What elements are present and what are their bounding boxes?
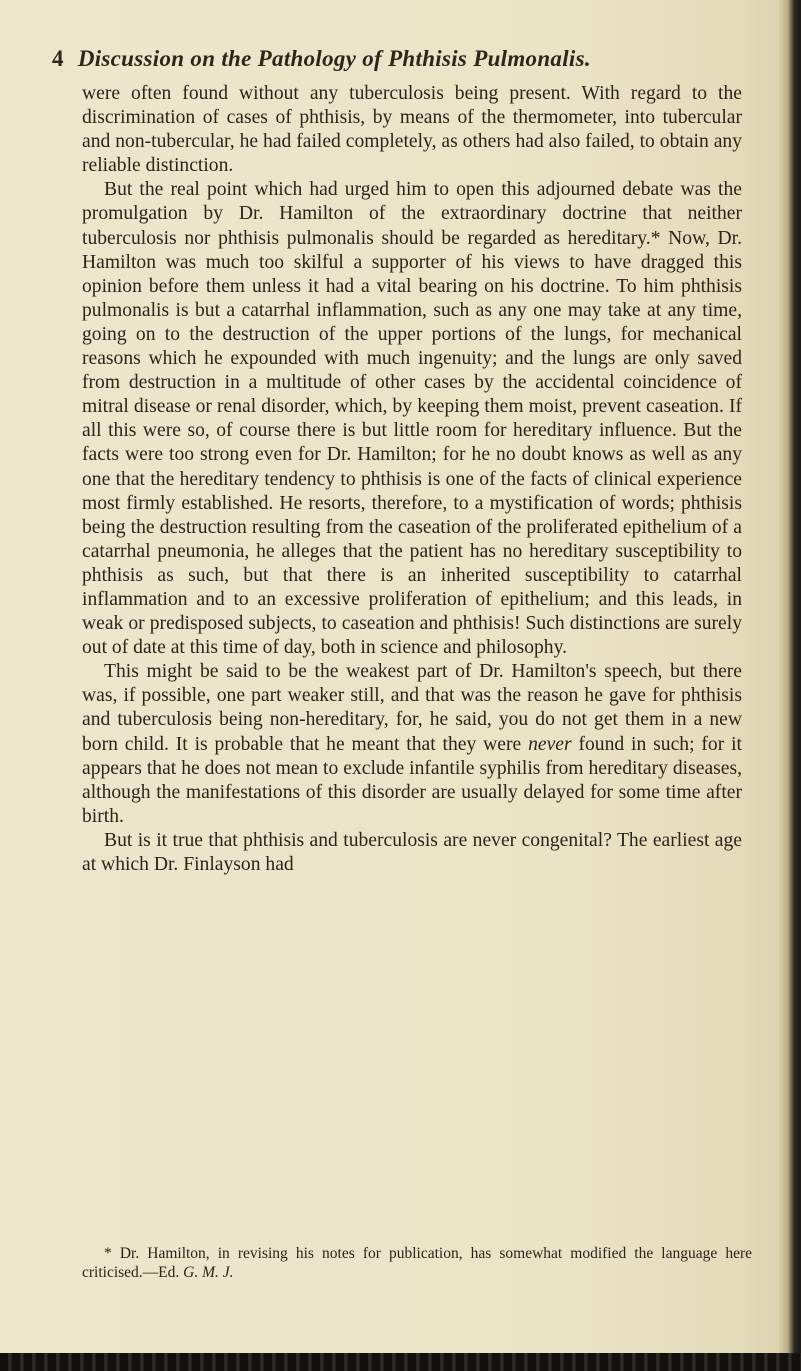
- paragraph-1: were often found without any tuberculosis being present. With regard to the discrimination of cases of phthisis, by means of the thermometer, into tubercular and non-tubercular, he had failed completely, as others had also failed, to obtain any reliable distinction.: [82, 83, 742, 177]
- paragraph-2: But the real point which had urged him to open this adjourned debate was the promulgation by Dr. Hamilton of the extraordinary doctrine that neither tuberculosis nor phthisis pulmonalis should be regarded as hereditary.* Now, Dr. Hamilton was much too skilful a supporter of his views to have dragged this opinion before them unless it had a vital bearing on his doctrine. To him phthisis pulmonalis is but a catarrhal inflammation, such as any one may take at any time, going on to the destruction of the upper portions of the lungs, for mechanical reasons which he expounded with much ingenuity; and the lungs are only saved from destruction in a multitude of other cases by the accidental coincidence of mitral disease or renal disorder, which, by keeping them moist, prevent caseation. If all this were so, of course there is but little room for hereditary influence. But the facts were too strong even for Dr. Hamilton; for he no doubt knows as well as any one that the hereditary tendency to phthisis is one of the facts of clinical experience most firmly established. He resorts, therefore, to a mystification of words; phthisis being the destruction resulting from the caseation of the proliferated epithelium of a catarrhal pneumonia, he alleges that the patient has no hereditary susceptibility to phthisis as such, but that there is an inherited susceptibility to catarrhal inflammation and to an excessive proliferation of epithelium; and this leads, in weak or predisposed subjects, to caseation and phthisis! Such distinctions are surely out of date at this time of day, both in science and philosophy.: [82, 179, 742, 659]
- running-title: Discussion on the Pathology of Phthisis Pulmonalis.: [77, 46, 591, 71]
- page-edge-shadow: [779, 0, 801, 1371]
- footnote: [82, 1244, 752, 1282]
- page-bottom-edge: [0, 1353, 801, 1371]
- body-text: [82, 82, 742, 877]
- paragraph-3-text-b: found in such; for it appears that he does not mean to exclude infantile syphilis from hereditary diseases, although the manifestations of this disorder are usually delayed for some time after birth.: [82, 733, 742, 827]
- footnote-text: * Dr. Hamilton, in revising his notes for publication, has somewhat modified the language here criticised.—Ed.: [82, 1245, 752, 1281]
- paragraph-4: But is it true that phthisis and tuberculosis are never congenital? The earliest age at which Dr. Finlayson had: [82, 829, 742, 875]
- paragraph-3: [82, 660, 742, 829]
- running-header: [52, 46, 752, 72]
- page-number: 4: [52, 46, 64, 71]
- paragraph-3-text-a: This might be said to be the weakest part of Dr. Hamilton's speech, but there was, if possible, one part weaker still, and that was the reason he gave for phthisis and tuberculosis being non-hereditary, for, he said, you do not get them in a new born child. It is probable that he meant that they were: [82, 661, 742, 755]
- emphasis-never: never: [528, 733, 572, 755]
- footnote-initials: G. M. J.: [183, 1264, 234, 1281]
